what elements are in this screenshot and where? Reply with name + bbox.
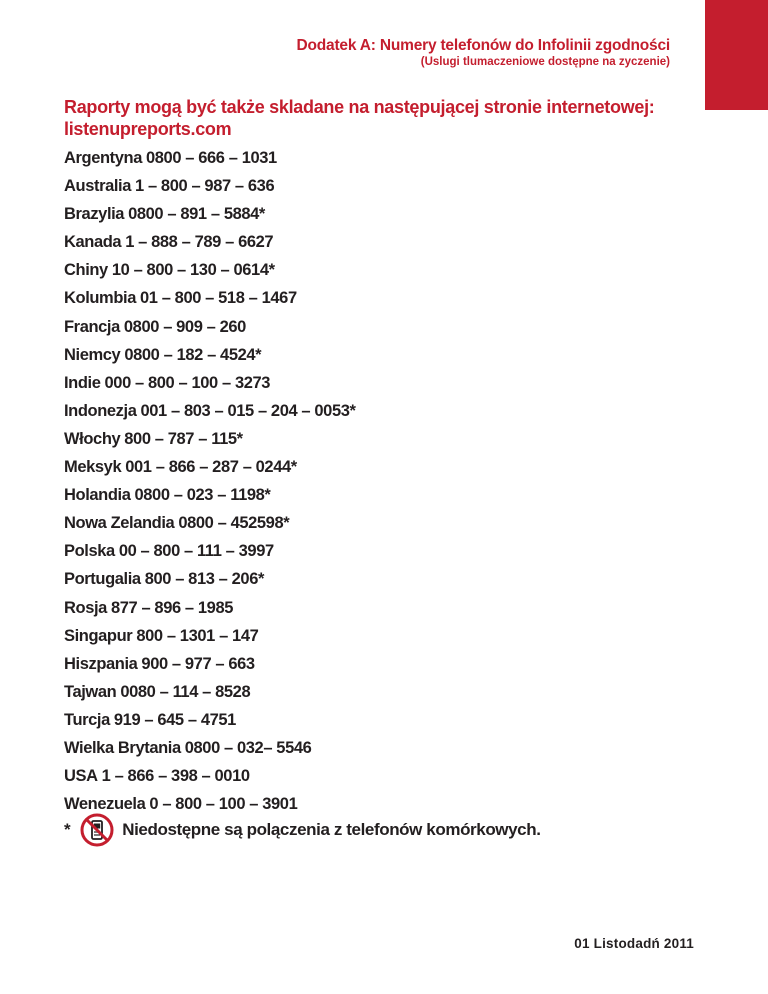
country-row: [64, 594, 704, 622]
country-row: [64, 228, 704, 256]
country-row: [64, 678, 704, 706]
country-name: Hiszpania: [64, 654, 138, 673]
red-corner-tab: [705, 0, 768, 110]
country-row: [64, 256, 704, 284]
phone-number: 0800 – 666 – 1031: [146, 149, 277, 167]
phone-number: 900 – 977 – 663: [141, 654, 255, 673]
note-asterisk: *: [64, 820, 71, 839]
country-name: Turcja: [64, 710, 110, 729]
phone-number: 000 – 800 – 100 – 3273: [104, 373, 271, 392]
mobile-note: [64, 812, 541, 848]
phone-number: 0 – 800 – 100 – 3901: [149, 795, 298, 814]
country-name: Tajwan: [64, 682, 117, 701]
country-row: [64, 622, 704, 650]
country-name: Holandia: [64, 486, 131, 505]
country-name: Nowa Zelandia: [64, 514, 175, 533]
country-row: [64, 734, 704, 762]
country-row: [64, 537, 704, 565]
country-name: Niemcy: [64, 345, 121, 364]
phone-number: 919 – 645 – 4751: [113, 710, 236, 729]
phone-number: 800 – 813 – 206*: [144, 570, 264, 589]
country-row: [64, 200, 704, 228]
country-name: Wenezuela: [64, 795, 146, 814]
phone-number: 0800 – 023 – 1198*: [134, 486, 271, 505]
country-name: Kanada: [64, 233, 122, 252]
country-row: [64, 369, 704, 397]
country-row: [64, 144, 704, 172]
phone-number: 1 – 866 – 398 – 0010: [101, 767, 250, 786]
country-row: [64, 762, 704, 790]
page-header: [297, 36, 671, 69]
country-name: USA: [64, 767, 98, 786]
phone-number: 001 – 803 – 015 – 204 – 0053*: [140, 401, 356, 420]
phone-number: 0800 – 182 – 4524*: [124, 345, 262, 364]
phone-number: 001 – 866 – 287 – 0244*: [125, 458, 297, 477]
country-name: Włochy: [64, 429, 121, 448]
intro-text: Raporty mogą być także skladane na następującej stronie internetowej: listenupreports.com: [64, 97, 655, 139]
country-row: [64, 313, 704, 341]
country-name: Wielka Brytania: [64, 738, 181, 757]
country-name: Meksyk: [64, 458, 122, 477]
no-mobile-phone-icon: [80, 813, 114, 847]
country-row: [64, 650, 704, 678]
country-row: [64, 509, 704, 537]
country-name: Argentyna: [64, 149, 142, 167]
country-name: Francja: [64, 317, 120, 336]
country-name: Brazylia: [64, 205, 125, 224]
country-row: [64, 172, 704, 200]
country-row: [64, 425, 704, 453]
header-title: Dodatek A: Numery telefonów do Infolinii zgodności: [296, 37, 670, 54]
phone-number: 0800 – 032– 5546: [184, 738, 312, 757]
country-name: Rosja: [64, 598, 107, 617]
country-row: [64, 565, 704, 593]
phone-number: 0800 – 452598*: [178, 514, 290, 533]
note-text: Niedostępne są polączenia z telefonów komórkowych.: [122, 820, 541, 839]
phone-number: 877 – 896 – 1985: [110, 598, 233, 617]
country-name: Australia: [64, 177, 132, 196]
phone-number: 0800 – 909 – 260: [123, 317, 246, 336]
header-subtitle: (Uslugi tlumaczeniowe dostępne na zyczenie): [420, 56, 670, 68]
country-name: Indie: [64, 373, 101, 392]
country-row: [64, 453, 704, 481]
country-row: [64, 706, 704, 734]
phone-number: 00 – 800 – 111 – 3997: [118, 542, 274, 561]
footer-date: 01 Listodadń 2011: [574, 936, 694, 951]
phone-number: 800 – 787 – 115*: [124, 429, 243, 448]
country-name: Portugalia: [64, 570, 141, 589]
country-phone-list: [64, 144, 704, 818]
phone-number: 1 – 888 – 789 – 6627: [125, 233, 274, 252]
phone-number: 01 – 800 – 518 – 1467: [139, 289, 297, 308]
country-name: Singapur: [64, 626, 133, 645]
country-name: Kolumbia: [64, 289, 136, 308]
phone-number: 0800 – 891 – 5884*: [128, 205, 265, 224]
country-row: [64, 481, 704, 509]
country-row: [64, 341, 704, 369]
country-name: Chiny: [64, 261, 108, 280]
country-name: Polska: [64, 542, 115, 561]
country-row: [64, 284, 704, 312]
country-row: [64, 397, 704, 425]
phone-number: 800 – 1301 – 147: [136, 626, 259, 645]
phone-number: 10 – 800 – 130 – 0614*: [111, 261, 275, 280]
phone-number: 0080 – 114 – 8528: [120, 682, 251, 701]
country-name: Indonezja: [64, 401, 137, 420]
phone-number: 1 – 800 – 987 – 636: [135, 177, 275, 196]
